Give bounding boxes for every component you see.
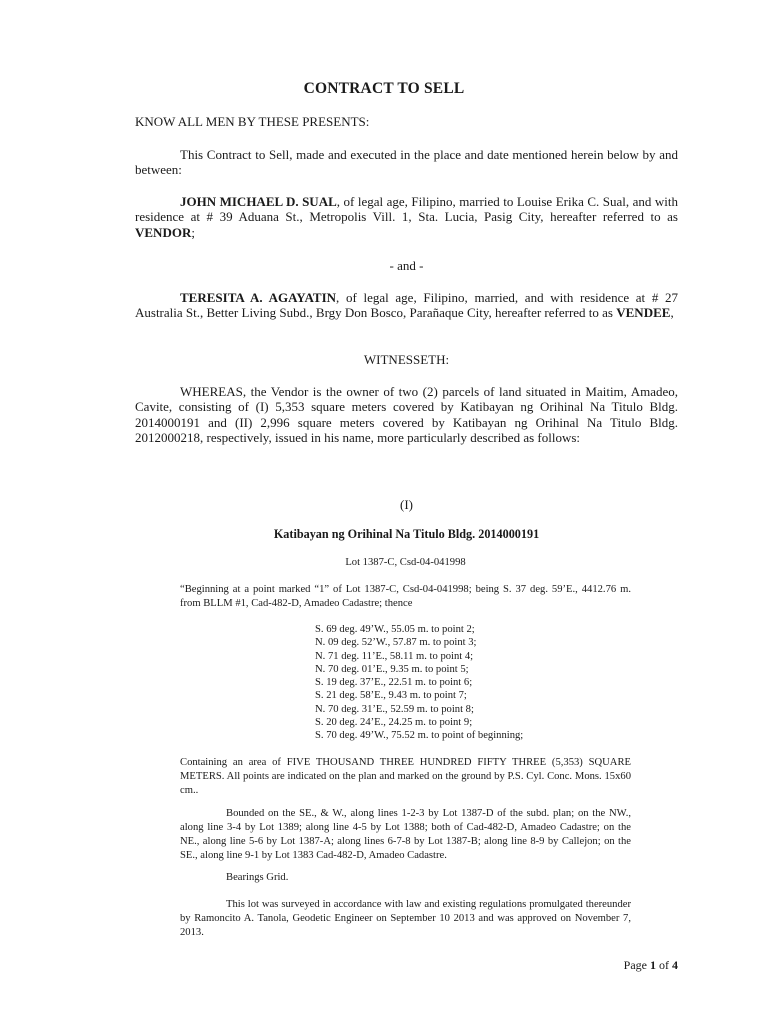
- know-all-line: KNOW ALL MEN BY THESE PRESENTS:: [135, 114, 370, 129]
- footer-prefix: Page: [623, 958, 650, 972]
- whereas-paragraph: [135, 384, 678, 446]
- bounded-text: Bounded on the SE., & W., along lines 1-2-3 by Lot 1387-D of the subd. plan; on the NW., along line 3-4 by Lot 1389; along line 4-5 by Lot 1388; both of Cad-482-D, Amadeo Cadastre; on the NE., along line 5-6 by Lot 1387-A; along lines 6-7-8 by Lot 1387-B; along line 8-9 by Callejon; on the SE., along line 9-1 by Lot 1383 Cad-482-D, Amadeo Cadastre.: [180, 808, 631, 861]
- bearing-line: S. 69 deg. 49’W., 55.05 m. to point 2;: [315, 624, 475, 635]
- vendee-paragraph: [135, 290, 678, 321]
- vendee-role: VENDEE: [616, 305, 671, 321]
- surveyed-paragraph: [180, 898, 631, 940]
- bounded-paragraph: [180, 807, 631, 863]
- bearing-line: N. 70 deg. 01’E., 9.35 m. to point 5;: [315, 663, 469, 675]
- footer-page-number: 1: [650, 958, 656, 972]
- bearings-list: [315, 623, 615, 743]
- bearing-line: S. 19 deg. 37’E., 22.51 m. to point 6;: [315, 677, 473, 689]
- witnesseth-heading: WITNESSETH:: [363, 352, 450, 367]
- intro-paragraph: [135, 147, 678, 178]
- vendor-text: , of legal age, Filipino, married to Louise Erika C. Sual, and with residence at # 39 Aduana St., Metropolis Vill. 1, Sta. Lucia, Pasig City, hereafter referred to as: [135, 194, 678, 225]
- containing-paragraph: Containing an area of FIVE THOUSAND THREE HUNDRED FIFTY THREE (5,353) SQUARE METERS. All points are indicated on the plan and marked on the ground by P.S. Cyl. Conc. Mons. 15x60 cm..: [180, 757, 631, 796]
- whereas-text: WHEREAS, the Vendor is the owner of two (2) parcels of land situated in Maitim, Amadeo, Cavite, consisting of (I) 5,353 square meters covered by Katibayan ng Orihinal Na Titulo Bldg. 2014000191 and (II) 2,996 square meters covered by Katibayan ng Orihinal Na Titulo Bldg. 2012000218, respectively, issued in his name, more particularly described as follows:: [135, 384, 678, 446]
- footer-of: of: [656, 958, 672, 972]
- surveyed-text: This lot was surveyed in accordance with law and existing regulations promulgated thereunder by Ramoncito A. Tanola, Geodetic Engineer on September 10 2013 and was approved on November 7, 2013.: [180, 899, 631, 938]
- vendee-name: TERESITA A. AGAYATIN: [180, 290, 337, 305]
- parcel-title: Katibayan ng Orihinal Na Titulo Bldg. 2014000191: [273, 527, 540, 541]
- beginning-paragraph: “Beginning at a point marked “1” of Lot 1387-C, Csd-04-041998; being S. 37 deg. 59’E., 4412.76 m. from BLLM #1, Cad-482-D, Amadeo Cadastre; thence: [180, 584, 631, 609]
- vendor-end: ;: [191, 224, 195, 240]
- and-separator: - and -: [389, 258, 424, 273]
- vendee-end: ,: [670, 305, 674, 321]
- bearing-line: S. 20 deg. 24’E., 24.25 m. to point 9;: [315, 717, 473, 729]
- vendor-paragraph: [135, 194, 678, 240]
- bearings-grid-line: [180, 871, 631, 885]
- vendor-name: JOHN MICHAEL D. SUAL: [180, 194, 337, 209]
- bearing-line: S. 21 deg. 58’E., 9.43 m. to point 7;: [315, 690, 467, 702]
- bearing-line: N. 09 deg. 52’W., 57.87 m. to point 3;: [315, 637, 477, 649]
- bearing-line: N. 70 deg. 31’E., 52.59 m. to point 8;: [315, 703, 474, 715]
- footer-total-pages: 4: [672, 958, 678, 972]
- bearing-line: S. 70 deg. 49’W., 75.52 m. to point of beginning;: [315, 730, 524, 742]
- parcel-number: (I): [400, 497, 413, 512]
- intro-text: This Contract to Sell, made and executed in the place and date mentioned herein below by and between:: [135, 147, 678, 178]
- page-footer: [624, 958, 678, 973]
- vendee-text: , of legal age, Filipino, married, and with residence at # 27 Australia St., Better Living Subd., Brgy Don Bosco, Parañaque City, hereafter referred to as: [135, 290, 678, 321]
- document-title: CONTRACT TO SELL: [303, 80, 465, 97]
- bearing-line: N. 71 deg. 11’E., 58.11 m. to point 4;: [315, 650, 474, 662]
- bearings-grid-text: Bearings Grid.: [226, 872, 289, 883]
- vendor-role: VENDOR: [135, 224, 192, 240]
- lot-label: Lot 1387-C, Csd-04-041998: [345, 557, 466, 568]
